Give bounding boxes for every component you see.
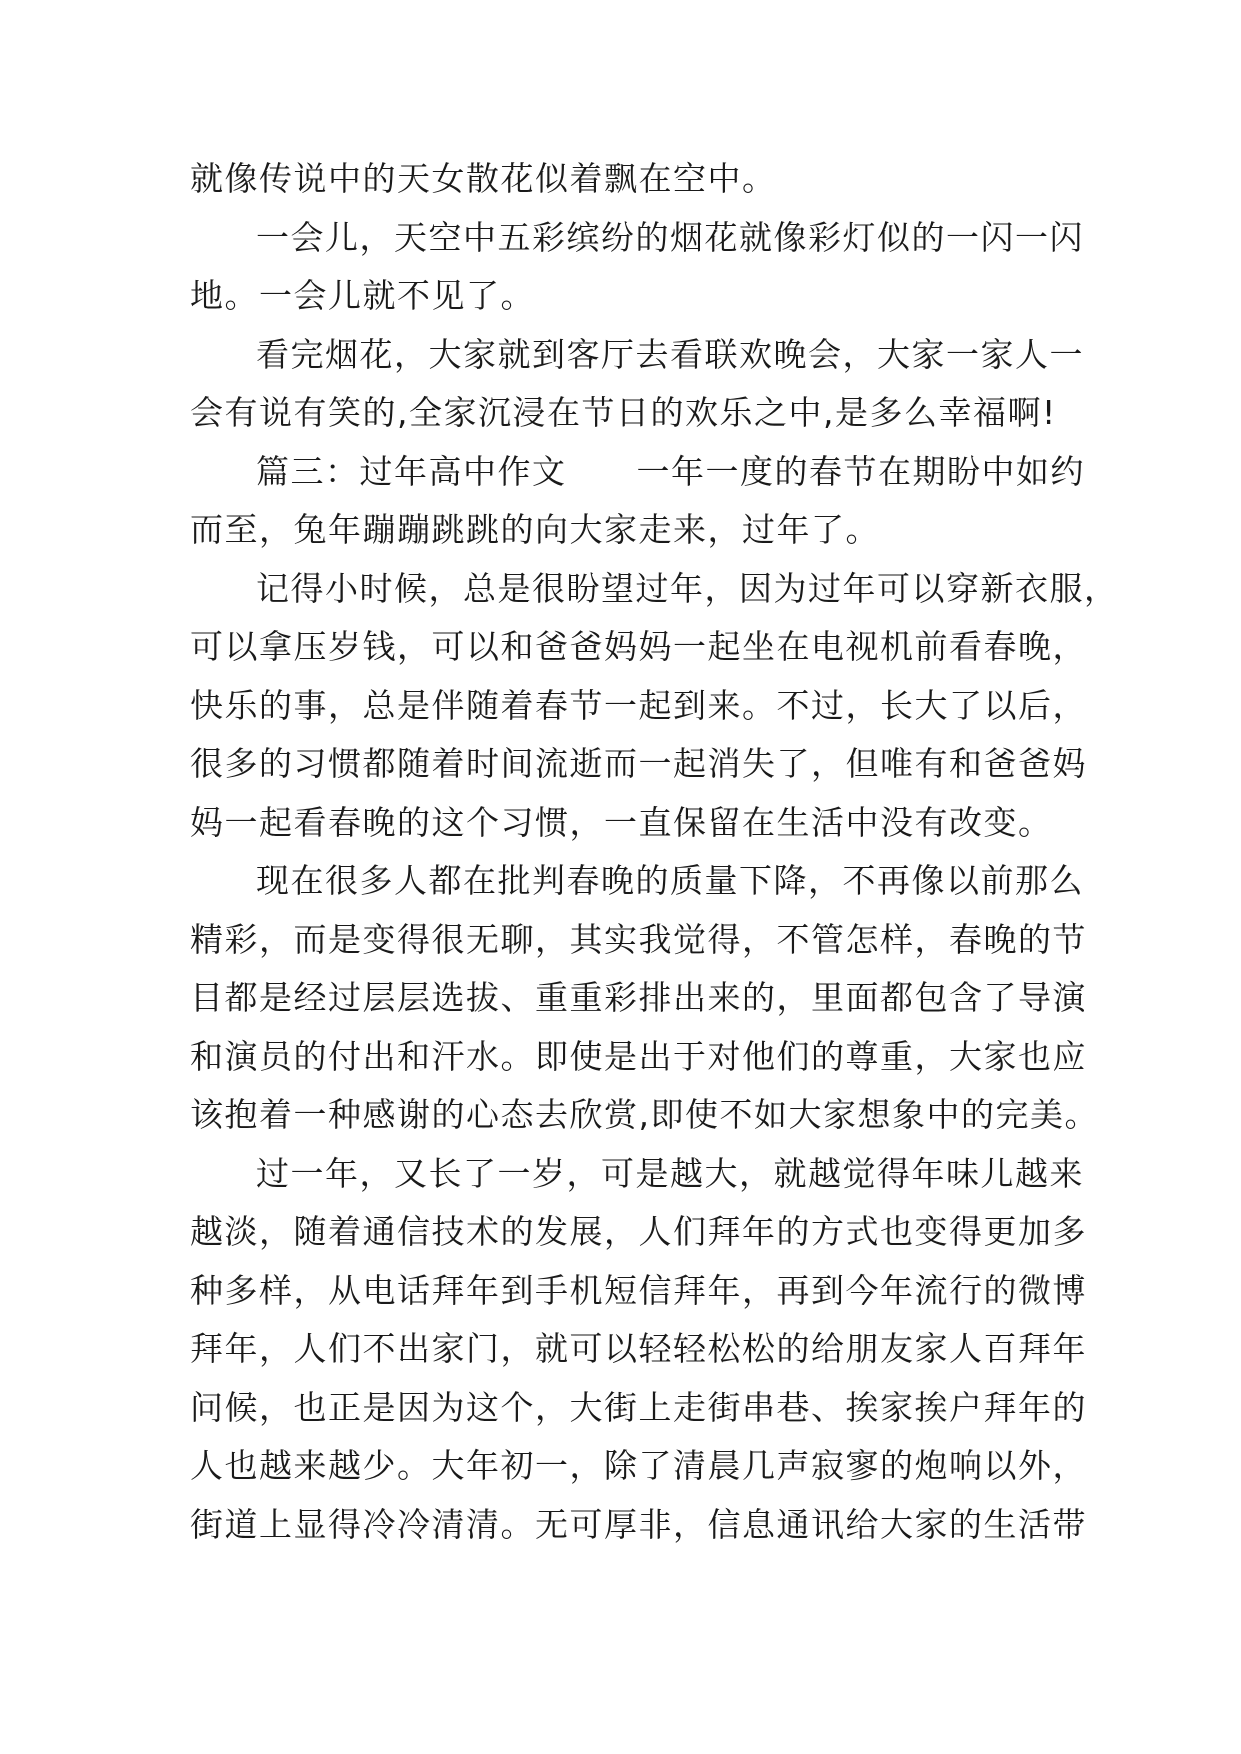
text-line: 该抱着一种感谢的心态去欣赏,即使不如大家想象中的完美。 [190,1095,1099,1134]
text-line: 记得小时候，总是很盼望过年，因为过年可以穿新衣服， [256,568,1119,608]
text-line: 种多样，从电话拜年到手机短信拜年，再到今年流行的微博 [190,1270,1087,1310]
body-text [190,150,1119,1554]
text-line: 和演员的付出和汗水。即使是出于对他们的尊重，大家也应 [190,1036,1087,1076]
text-line: 街道上显得冷冷清清。无可厚非，信息通讯给大家的生活带 [190,1504,1087,1544]
section-heading: 篇三：过年高中作文 [256,451,567,491]
text-line: 拜年，人们不出家门，就可以轻轻松松的给朋友家人百拜年 [190,1329,1087,1368]
text-line: 目都是经过层层选拔、重重彩排出来的，里面都包含了导演 [190,978,1087,1017]
text-line: 看完烟花，大家就到客厅去看联欢晚会，大家一家人一 [256,334,1084,374]
text-line: 可以拿压岁钱，可以和爸爸妈妈一起坐在电视机前看春晚， [190,627,1087,666]
text-line: 一会儿，天空中五彩缤纷的烟花就像彩灯似的一闪一闪 [256,217,1084,257]
text-line: 快乐的事，总是伴随着春节一起到来。不过，长大了以后， [190,685,1087,725]
text-line: 人也越来越少。大年初一，除了清晨几声寂寥的炮响以外， [190,1446,1087,1485]
section-heading-text: 一年一度的春节在期盼中如约 [636,451,1085,491]
text-line: 精彩，而是变得很无聊，其实我觉得，不管怎样，春晚的节 [190,919,1087,959]
text-line: 现在很多人都在批判春晚的质量下降，不再像以前那么 [256,861,1084,900]
text-line: 很多的习惯都随着时间流逝而一起消失了，但唯有和爸爸妈 [190,744,1087,783]
text-line: 妈一起看春晚的这个习惯，一直保留在生活中没有改变。 [190,802,1053,842]
text-line: 会有说有笑的,全家沉浸在节日的欢乐之中,是多么幸福啊! [190,393,1057,432]
text-line: 而至，兔年蹦蹦跳跳的向大家走来，过年了。 [190,510,880,549]
text-line: 越淡，随着通信技术的发展，人们拜年的方式也变得更加多 [190,1212,1087,1251]
section-heading-line [190,443,1085,502]
text-line: 过一年，又长了一岁，可是越大，就越觉得年味儿越来 [256,1153,1084,1193]
text-line: 问候，也正是因为这个，大街上走街串巷、挨家挨户拜年的 [190,1387,1087,1427]
text-line: 就像传说中的天女散花似着飘在空中。 [190,159,777,198]
text-line: 地。一会儿就不见了。 [190,276,535,315]
